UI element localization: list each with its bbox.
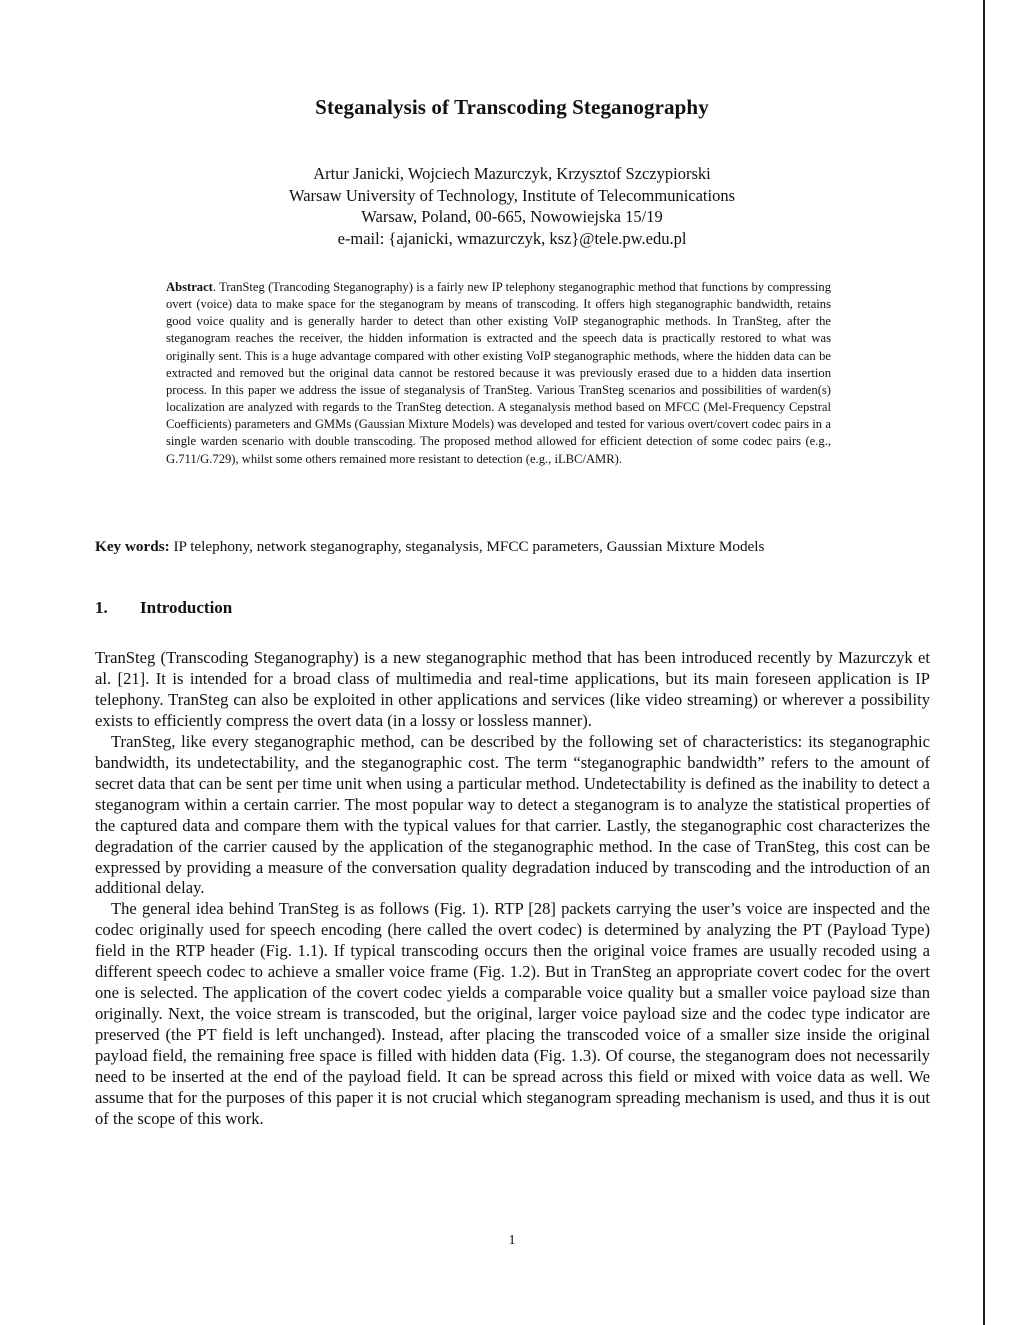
author-names: Artur Janicki, Wojciech Mazurczyk, Krzysztof Szczypiorski	[313, 164, 711, 183]
abstract-text: . TranSteg (Trancoding Steganography) is a fairly new IP telephony steganographic method that functions by compressing overt (voice) data to make space for the steganogram by means of transcoding. It offers high steganographic bandwidth, retains good voice quality and is generally harder to detect than other existing VoIP steganographic methods. In TranSteg, after the steganogram reaches the receiver, the hidden information is extracted and the speech data is practically restored to what was originally sent. This is a huge advantage compared with other existing VoIP steganographic methods, where the hidden data can be extracted and removed but the original data cannot be restored because it was previously erased due to a hidden data insertion process. In this paper we address the issue of steganalysis of TranSteg. Various TranSteg scenarios and possibilities of warden(s) localization are analyzed with regards to the TranSteg detection. A steganalysis method based on MFCC (Mel-Frequency Cepstral Coefficients) parameters and GMMs (Gaussian Mixture Models) was developed and tested for various overt/covert codec pairs in a single warden scenario with double transcoding. The proposed method allowed for efficient detection of some codec pairs (e.g., G.711/G.729), whilst some others remained more resistant to detection (e.g., iLBC/AMR).	[166, 280, 831, 466]
paragraph: TranSteg, like every steganographic method, can be described by the following set of characteristics: its steganographic bandwidth, its undetectability, and the steganographic cost. The term “steganographic bandwidth” refers to the amount of secret data that can be sent per time unit when using a particular method. Undetectability is defined as the inability to detect a steganogram within a certain carrier. The most popular way to detect a steganogram is to analyze the statistical properties of the captured data and compare them with the typical values for that carrier. Lastly, the steganographic cost characterizes the degradation of the carrier caused by the application of the steganographic method. In the case of TranSteg, this cost can be expressed by providing a measure of the conversation quality degradation induced by transcoding and the introduction of an additional delay.	[95, 731, 930, 898]
section-heading	[95, 598, 232, 618]
author-block	[0, 163, 1024, 249]
introduction-body	[95, 648, 930, 1130]
author-email: e-mail: {ajanicki, wmazurczyk, ksz}@tele.pw.edu.pl	[337, 228, 687, 248]
abstract	[166, 279, 831, 468]
section-number: 1.	[95, 598, 108, 617]
paper-title: Steganalysis of Transcoding Steganography	[315, 95, 709, 119]
keywords-label: Key words:	[95, 538, 170, 555]
abstract-label: Abstract	[166, 280, 213, 294]
keywords-text: IP telephony, network steganography, steganalysis, MFCC parameters, Gaussian Mixture Models	[169, 538, 765, 555]
page-number: 1	[508, 1233, 516, 1248]
keywords	[95, 537, 925, 557]
section-title: Introduction	[140, 598, 233, 617]
paragraph: TranSteg (Transcoding Steganography) is a new steganographic method that has been introduced recently by Mazurczyk et al. [21]. It is intended for a broad class of multimedia and real-time applications, but its main foreseen application is IP telephony. TranSteg can also be exploited in other applications and services (like video streaming) or wherever a possibility exists to efficiently compress the overt data (in a lossy or lossless manner).	[95, 648, 930, 730]
paragraph: The general idea behind TranSteg is as follows (Fig. 1). RTP [28] packets carrying the user’s voice are inspected and the codec originally used for speech encoding (here called the overt codec) is determined by analyzing the PT (Payload Type) field in the RTP header (Fig. 1.1). If typical transcoding occurs then the original voice frames are usually recoded using a different speech codec to achieve a smaller voice frame (Fig. 1.2). But in TranSteg an appropriate covert codec for the overt one is selected. The application of the covert codec yields a comparable voice quality but a smaller voice payload size than originally. Next, the voice stream is transcoded, but the original, larger voice payload size and the codec type indicator are preserved (the PT field is left unchanged). Instead, after placing the transcoded voice of a smaller size inside the original payload field, the remaining free space is filled with hidden data (Fig. 1.3). Of course, the steganogram does not necessarily need to be inserted at the end of the payload field. It can be spread across this field or mixed with voice data as well. We assume that for the purposes of this paper it is not crucial which steganogram spreading mechanism is used, and thus it is out of the scope of this work.	[95, 899, 930, 1128]
author-address: Warsaw, Poland, 00-665, Nowowiejska 15/19	[361, 207, 663, 226]
author-affiliation: Warsaw University of Technology, Institute of Telecommunications	[288, 185, 736, 205]
